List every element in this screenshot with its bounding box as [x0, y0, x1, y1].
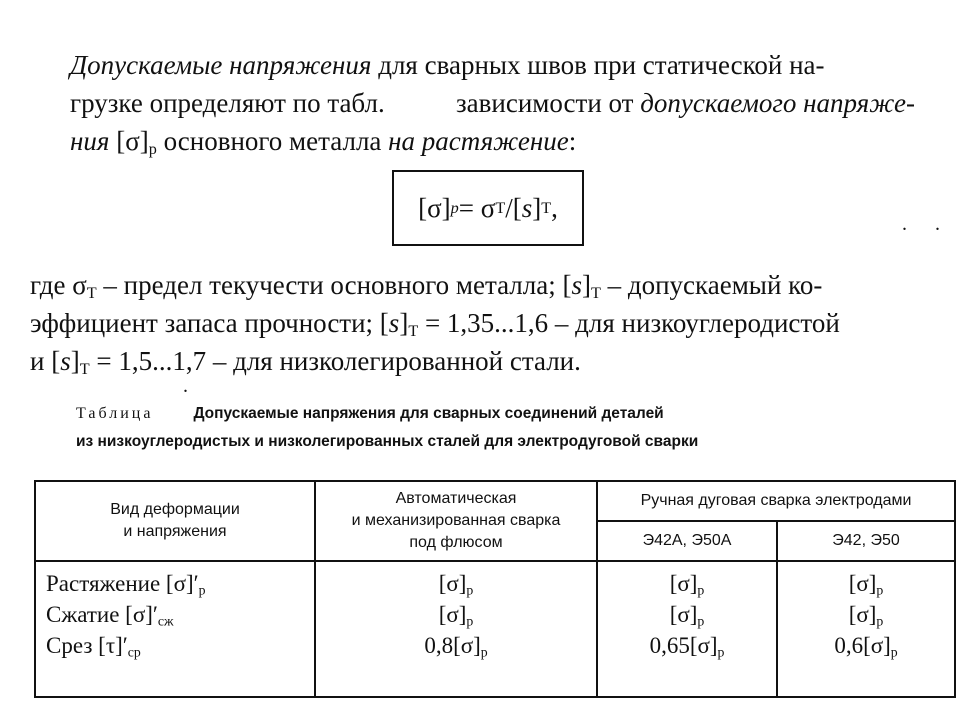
table-row: [36, 568, 314, 599]
caption-title-1: Допускаемые напряжения для сварных соединений деталей: [193, 405, 664, 422]
cell-value: 0,8[σ]: [424, 633, 481, 658]
header-manual: Ручная дуговая сварка электродами: [597, 481, 955, 521]
electrode-1-column: [597, 561, 777, 697]
table-body-row: [35, 561, 955, 697]
table-row: [36, 599, 314, 630]
cell-sub: р: [697, 582, 705, 598]
formula-s: s: [521, 192, 533, 223]
def-line-3-b-sub: Т: [79, 360, 90, 379]
formula-eq: = σ: [458, 192, 496, 223]
header-deformation-line-2: и напряжения: [123, 523, 227, 540]
table-cell: [778, 630, 954, 661]
cell-value: [σ]: [848, 571, 877, 596]
intro-line-2-mid: зависимости от: [456, 88, 641, 118]
table-cell: [598, 630, 776, 661]
def-line-1-a: где σ: [30, 270, 87, 300]
intro-line-1: [70, 46, 946, 84]
term-tension: на растяжение: [388, 126, 569, 156]
header-automatic-line-3: под флюсом: [409, 534, 503, 551]
row-name-sub: ср: [127, 644, 141, 660]
def-line-2-a: эффициент запаса прочности; [: [30, 308, 389, 338]
def-line-3-s: s: [60, 346, 71, 376]
sigma-symbol: [σ]: [116, 126, 149, 156]
table-cell: [316, 630, 596, 661]
allowable-stress-table: [34, 480, 956, 698]
def-line-1-a-sub: Т: [86, 284, 97, 303]
formula-box: [σ] р = σ Т /[ s ] Т ,: [392, 170, 584, 246]
def-line-3-a: и [: [30, 346, 61, 376]
colon: :: [568, 126, 577, 156]
cell-sub: р: [697, 613, 705, 629]
cell-value: 0,6[σ]: [834, 633, 891, 658]
caption-label: Таблица: [76, 405, 154, 422]
formula-close: ]: [532, 192, 542, 223]
intro-line-2: [70, 84, 946, 122]
table-cell: [778, 599, 954, 630]
cell-sub: р: [480, 644, 488, 660]
def-line-2-s: s: [388, 308, 400, 338]
table-cell: [598, 599, 776, 630]
cell-value: [σ]: [438, 571, 467, 596]
def-line-2-b: ]: [399, 308, 409, 338]
cell-sub: р: [876, 613, 884, 629]
def-line-1-b: – предел текучести основного металла; [: [96, 270, 572, 300]
def-line-1-s: s: [571, 270, 582, 300]
sigma-subscript: р: [148, 140, 157, 159]
table-caption: [76, 400, 866, 456]
cell-sub: р: [717, 644, 725, 660]
caption-line-2: из низкоуглеродистых и низколегированных сталей для электродуговой сварки: [76, 433, 699, 450]
cell-sub: р: [466, 582, 474, 598]
formula-end: ,: [551, 192, 558, 223]
def-line-1-c: ]: [581, 270, 591, 300]
row-name: Растяжение [σ]′: [46, 571, 199, 596]
formula-slash: /[: [505, 192, 522, 223]
header-electrode-1: Э42А, Э50А: [597, 521, 777, 561]
cell-sub: р: [876, 582, 884, 598]
intro-line-3: [70, 122, 576, 160]
intro-paragraph: [70, 46, 946, 162]
header-row-1: [35, 481, 955, 521]
caption-line-1: [76, 400, 866, 428]
term-nia: ния: [70, 126, 110, 156]
table-cell: [598, 568, 776, 599]
header-deformation-line-1: Вид деформации: [110, 501, 240, 518]
cell-value: [σ]: [438, 602, 467, 627]
intro-line-2-end: [456, 84, 915, 122]
cell-value: [σ]: [848, 602, 877, 627]
scan-dot: .: [935, 213, 940, 235]
header-automatic-line-1: Автоматическая: [395, 490, 517, 507]
formula-lhs: [σ]: [418, 192, 451, 223]
table-row: [36, 630, 314, 661]
row-name: Сжатие [σ]′: [46, 602, 158, 627]
electrode-2-column: [777, 561, 955, 697]
cell-value: [σ]: [669, 602, 698, 627]
def-line-1-c-sub: Т: [590, 284, 601, 303]
term-allowable-stress-2: допускаемого напряже-: [640, 88, 915, 118]
def-line-3: [30, 342, 581, 380]
intro-line-1-text: для сварных швов при статической на-: [371, 50, 825, 80]
def-line-2: [30, 304, 946, 342]
table-cell: [778, 568, 954, 599]
scan-dot: .: [902, 213, 907, 235]
intro-line-3-text: основного металла: [156, 126, 389, 156]
def-line-1: [30, 266, 946, 304]
def-line-3-b: ]: [70, 346, 80, 376]
table-cell: [316, 568, 596, 599]
cell-sub: р: [466, 613, 474, 629]
table-cell: [316, 599, 596, 630]
def-line-2-b-sub: Т: [408, 322, 419, 341]
deformation-column: [35, 561, 315, 697]
definition-paragraph: [30, 266, 946, 382]
scan-dot: .: [183, 375, 188, 397]
header-automatic-line-2: и механизированная сварка: [351, 512, 561, 529]
header-automatic: [315, 481, 597, 561]
row-name: Срез [τ]′: [46, 633, 128, 658]
cell-value: 0,65[σ]: [649, 633, 718, 658]
def-line-2-c: = 1,35...1,6 – для низкоуглеродистой: [418, 308, 840, 338]
cell-value: [σ]: [669, 571, 698, 596]
intro-line-2-start: грузке определяют по табл.: [70, 88, 385, 118]
header-electrode-2: Э42, Э50: [777, 521, 955, 561]
row-name-sub: р: [198, 582, 206, 598]
row-name-sub: сж: [157, 613, 174, 629]
def-line-3-c: = 1,5...1,7 – для низколегированной стали.: [89, 346, 581, 376]
header-deformation: [35, 481, 315, 561]
automatic-column: [315, 561, 597, 697]
cell-sub: р: [890, 644, 898, 660]
term-allowable-stress: Допускаемые напряжения: [70, 50, 372, 80]
def-line-1-d: – допускаемый ко-: [600, 270, 823, 300]
